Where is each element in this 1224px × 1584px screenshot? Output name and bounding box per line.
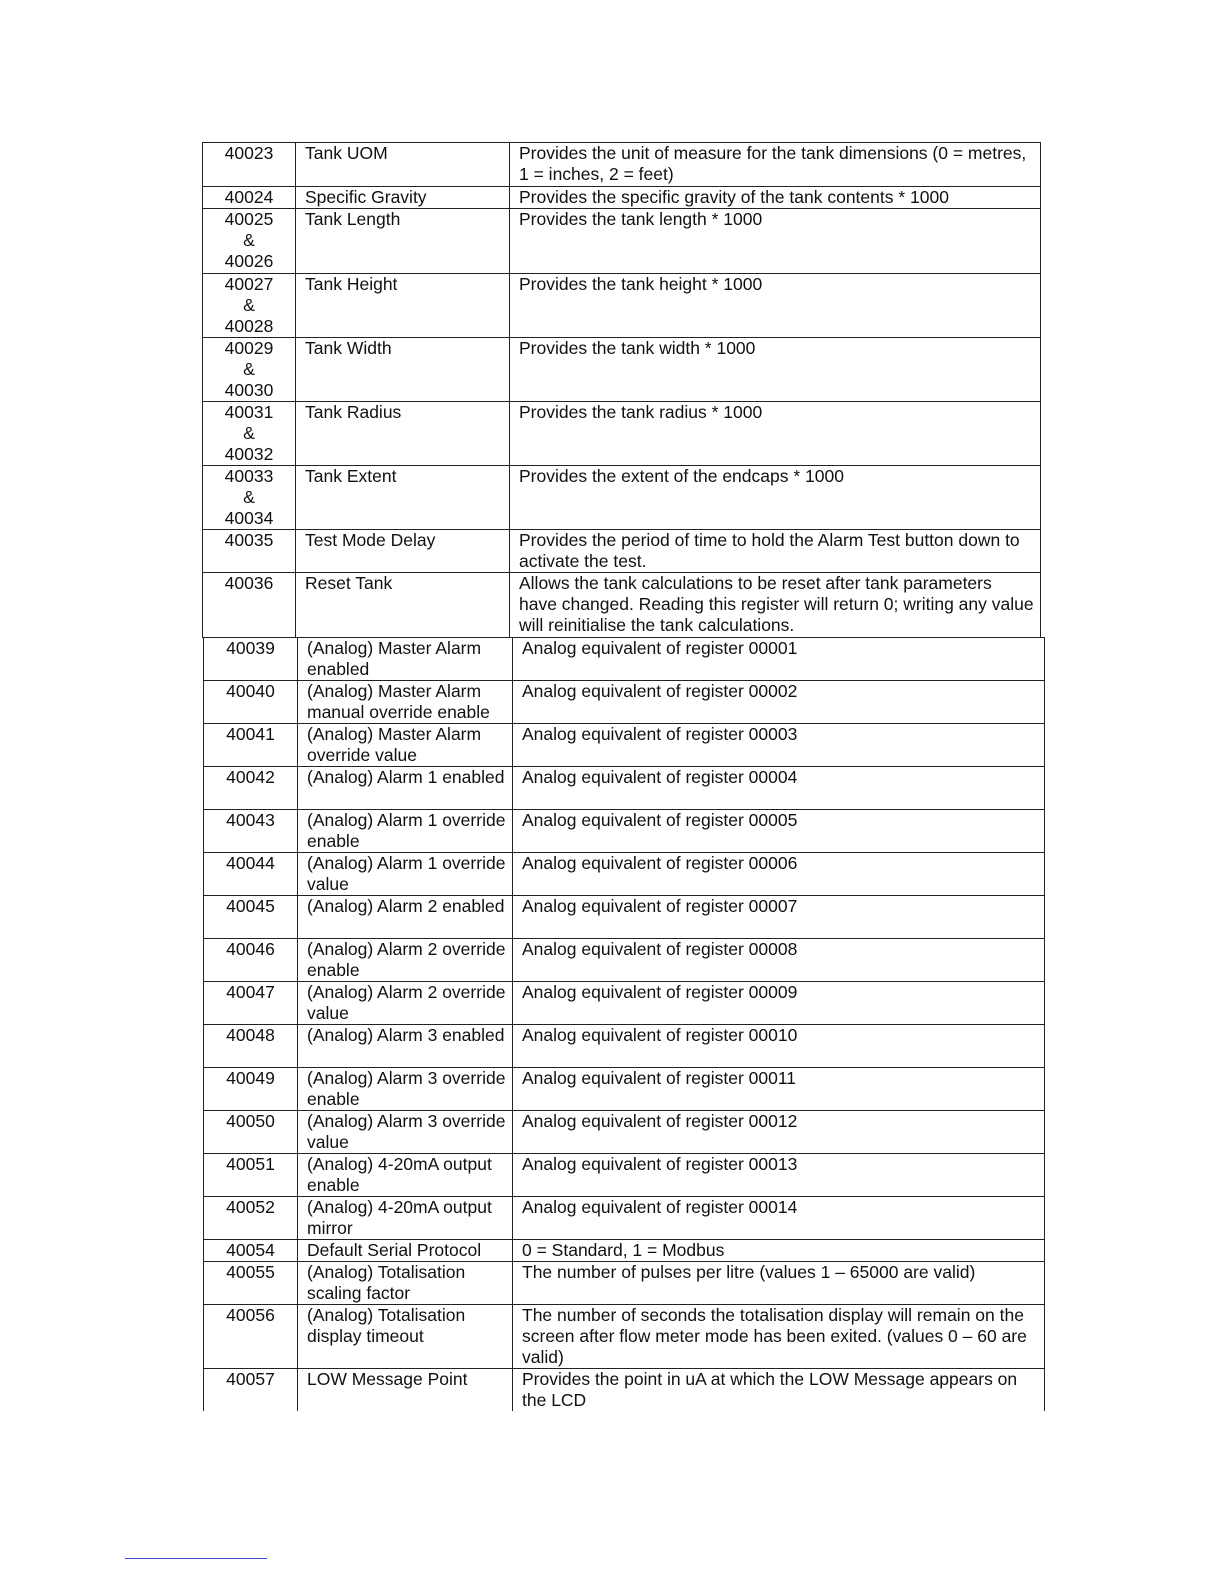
table-row <box>203 143 1041 187</box>
register-name: (Analog) Alarm 1 override value <box>298 853 513 896</box>
register-description: Analog equivalent of register 00001 <box>513 638 1045 681</box>
register-name: Tank Length <box>296 209 510 274</box>
register-name: (Analog) Alarm 1 enabled <box>298 767 513 810</box>
register-name: Tank Width <box>296 338 510 402</box>
register-number: 40047 <box>204 982 298 1025</box>
register-description: Provides the specific gravity of the tank contents * 1000 <box>510 187 1041 209</box>
register-name: Specific Gravity <box>296 187 510 209</box>
table-row <box>204 1197 1045 1240</box>
register-number: 40027 & 40028 <box>203 274 296 338</box>
register-description: Provides the point in uA at which the LOW Message appears on the LCD <box>513 1369 1045 1412</box>
table-row <box>204 1369 1045 1412</box>
register-number: 40050 <box>204 1111 298 1154</box>
table-row <box>203 402 1041 466</box>
register-number: 40055 <box>204 1262 298 1305</box>
register-number: 40023 <box>203 143 296 187</box>
table-row <box>203 573 1041 638</box>
register-number: 40041 <box>204 724 298 767</box>
register-name: (Analog) Master Alarm manual override enable <box>298 681 513 724</box>
table-row <box>203 338 1041 402</box>
register-number: 40025 & 40026 <box>203 209 296 274</box>
register-number: 40040 <box>204 681 298 724</box>
register-number: 40046 <box>204 939 298 982</box>
register-description: Analog equivalent of register 00004 <box>513 767 1045 810</box>
register-table-bottom <box>203 637 1045 1411</box>
register-description: Allows the tank calculations to be reset after tank parameters have changed. Reading this register will return 0; writing any value will reinitialise the tank calculations. <box>510 573 1041 638</box>
table-row <box>204 1025 1045 1068</box>
register-name: (Analog) Alarm 3 enabled <box>298 1025 513 1068</box>
register-description: Analog equivalent of register 00007 <box>513 896 1045 939</box>
register-description: Analog equivalent of register 00012 <box>513 1111 1045 1154</box>
register-number: 40043 <box>204 810 298 853</box>
register-name: (Analog) 4-20mA output enable <box>298 1154 513 1197</box>
table-row <box>203 187 1041 209</box>
register-number: 40057 <box>204 1369 298 1412</box>
register-name: (Analog) Alarm 3 override value <box>298 1111 513 1154</box>
register-name: (Analog) Alarm 3 override enable <box>298 1068 513 1111</box>
register-number: 40039 <box>204 638 298 681</box>
table-row <box>204 896 1045 939</box>
table-row <box>204 810 1045 853</box>
register-number: 40054 <box>204 1240 298 1262</box>
register-description: Analog equivalent of register 00010 <box>513 1025 1045 1068</box>
table-row <box>204 767 1045 810</box>
register-number: 40029 & 40030 <box>203 338 296 402</box>
register-description: Analog equivalent of register 00008 <box>513 939 1045 982</box>
table-row <box>204 939 1045 982</box>
register-description: Analog equivalent of register 00014 <box>513 1197 1045 1240</box>
register-description: The number of pulses per litre (values 1 – 65000 are valid) <box>513 1262 1045 1305</box>
register-name: (Analog) Alarm 2 override enable <box>298 939 513 982</box>
register-number: 40051 <box>204 1154 298 1197</box>
register-name: (Analog) Alarm 2 enabled <box>298 896 513 939</box>
register-description: Analog equivalent of register 00003 <box>513 724 1045 767</box>
register-description: 0 = Standard, 1 = Modbus <box>513 1240 1045 1262</box>
register-number: 40052 <box>204 1197 298 1240</box>
register-description: Provides the unit of measure for the tank dimensions (0 = metres, 1 = inches, 2 = feet) <box>510 143 1041 187</box>
table-row <box>204 724 1045 767</box>
register-number: 40042 <box>204 767 298 810</box>
register-description: Analog equivalent of register 00011 <box>513 1068 1045 1111</box>
register-name: Tank UOM <box>296 143 510 187</box>
register-name: Tank Height <box>296 274 510 338</box>
register-name: (Analog) 4-20mA output mirror <box>298 1197 513 1240</box>
table-row <box>204 1240 1045 1262</box>
register-description: Analog equivalent of register 00009 <box>513 982 1045 1025</box>
register-description: Analog equivalent of register 00002 <box>513 681 1045 724</box>
register-description: Provides the tank width * 1000 <box>510 338 1041 402</box>
register-name: Tank Extent <box>296 466 510 530</box>
table-row <box>204 1111 1045 1154</box>
register-number: 40049 <box>204 1068 298 1111</box>
table-row <box>203 530 1041 573</box>
register-description: Provides the extent of the endcaps * 1000 <box>510 466 1041 530</box>
register-number: 40045 <box>204 896 298 939</box>
table-row <box>204 681 1045 724</box>
register-name: Tank Radius <box>296 402 510 466</box>
register-description: Provides the tank height * 1000 <box>510 274 1041 338</box>
register-description: Analog equivalent of register 00013 <box>513 1154 1045 1197</box>
register-number: 40035 <box>203 530 296 573</box>
register-name: (Analog) Master Alarm override value <box>298 724 513 767</box>
register-table-top <box>202 142 1041 638</box>
register-name: (Analog) Alarm 1 override enable <box>298 810 513 853</box>
table-row <box>204 1154 1045 1197</box>
register-description: Provides the period of time to hold the Alarm Test button down to activate the test. <box>510 530 1041 573</box>
register-name: Test Mode Delay <box>296 530 510 573</box>
register-number: 40056 <box>204 1305 298 1369</box>
table-row <box>204 982 1045 1025</box>
register-number: 40036 <box>203 573 296 638</box>
register-number: 40024 <box>203 187 296 209</box>
table-row <box>204 1262 1045 1305</box>
register-description: Provides the tank length * 1000 <box>510 209 1041 274</box>
register-name: (Analog) Totalisation display timeout <box>298 1305 513 1369</box>
register-number: 40033 & 40034 <box>203 466 296 530</box>
register-name: LOW Message Point <box>298 1369 513 1412</box>
register-description: The number of seconds the totalisation display will remain on the screen after flow meter mode has been exited. (values 0 – 60 are valid) <box>513 1305 1045 1369</box>
register-description: Analog equivalent of register 00005 <box>513 810 1045 853</box>
register-number: 40044 <box>204 853 298 896</box>
table-row <box>203 274 1041 338</box>
table-row <box>203 466 1041 530</box>
register-name: Reset Tank <box>296 573 510 638</box>
register-name: (Analog) Totalisation scaling factor <box>298 1262 513 1305</box>
register-number: 40031 & 40032 <box>203 402 296 466</box>
register-name: (Analog) Alarm 2 override value <box>298 982 513 1025</box>
register-description: Analog equivalent of register 00006 <box>513 853 1045 896</box>
table-row <box>204 638 1045 681</box>
register-description: Provides the tank radius * 1000 <box>510 402 1041 466</box>
table-row <box>204 1305 1045 1369</box>
table-row <box>204 1068 1045 1111</box>
footnote-separator <box>125 1558 267 1559</box>
register-name: Default Serial Protocol <box>298 1240 513 1262</box>
register-name: (Analog) Master Alarm enabled <box>298 638 513 681</box>
register-number: 40048 <box>204 1025 298 1068</box>
table-row <box>204 853 1045 896</box>
table-row <box>203 209 1041 274</box>
